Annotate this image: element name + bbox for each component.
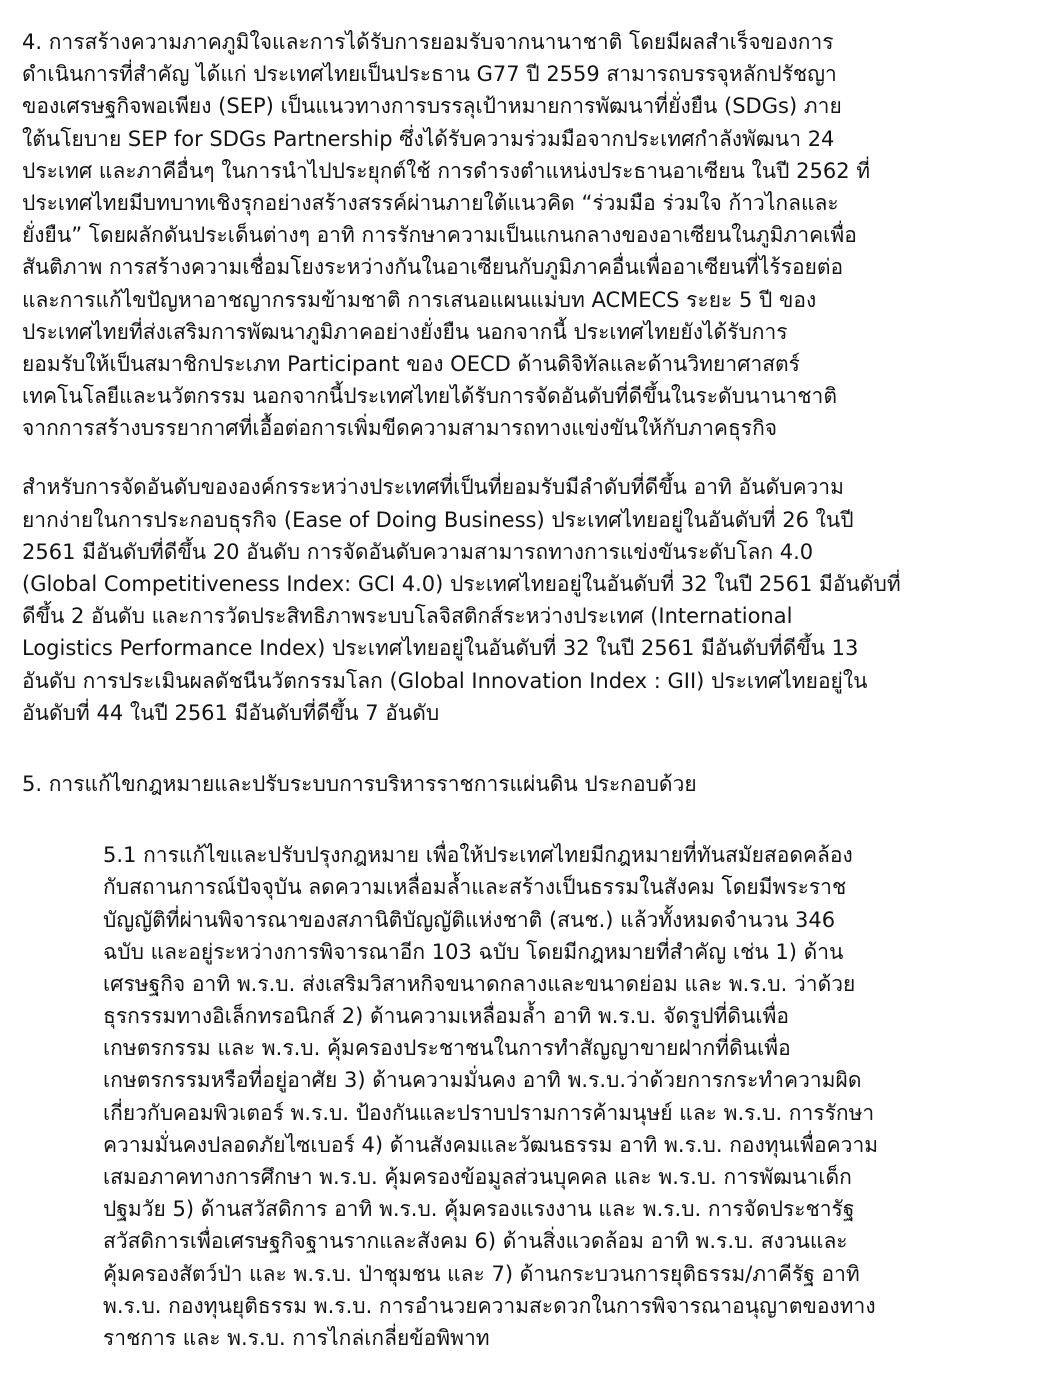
text-line: กับสถานการณ์ปัจจุบัน ลดความเหลื่อมล้ำและสร้างเป็นธรรมในสังคม โดยมีพระราช [103, 875, 847, 900]
text-line: ดีขึ้น 2 อันดับ และการวัดประสิทธิภาพระบบโลจิสติกส์ระหว่างประเทศ (International [22, 604, 793, 629]
text-line: ยากง่ายในการประกอบธุรกิจ (Ease of Doing Business) ประเทศไทยอยู่ในอันดับที่ 26 ในปี [22, 507, 854, 532]
text-line: เกษตรกรรมหรือที่อยู่อาศัย 3) ด้านความมั่นคง อาทิ พ.ร.บ.ว่าด้วยการกระทำความผิด [103, 1068, 862, 1093]
text-line: ความมั่นคงปลอดภัยไซเบอร์ 4) ด้านสังคมและวัฒนธรรม อาทิ พ.ร.บ. กองทุนเพื่อความ [103, 1132, 879, 1157]
text-line: ประเทศไทยที่ส่งเสริมการพัฒนาภูมิภาคอย่างยั่งยืน นอกจากนี้ ประเทศไทยยังได้รับการ [22, 319, 788, 344]
paragraph-4-national-pride [22, 26, 1022, 444]
text-line: เทคโนโลยีและนวัตกรรม นอกจากนี้ประเทศไทยได้รับการจัดอันดับที่ดีขึ้นในระดับนานาชาติ [22, 384, 837, 409]
text-line: ปฐมวัย 5) ด้านสวัสดิการ อาทิ พ.ร.บ. คุ้มครองแรงงาน และ พ.ร.บ. การจัดประชารัฐ [103, 1197, 855, 1222]
text-line: สวัสดิการเพื่อเศรษฐกิจฐานรากและสังคม 6) ด้านสิ่งแวดล้อม อาทิ พ.ร.บ. สงวนและ [103, 1229, 848, 1254]
text-line: เศรษฐกิจ อาทิ พ.ร.บ. ส่งเสริมวิสาหกิจขนาดกลางและขนาดย่อม และ พ.ร.บ. ว่าด้วย [103, 971, 856, 996]
document-page [22, 26, 1022, 1354]
paragraph-international-rankings [22, 471, 1022, 729]
text-line: สันติภาพ การสร้างความเชื่อมโยงระหว่างกันในอาเซียนกับภูมิภาคอื่นเพื่ออาเซียนที่ไร้รอยต่อ [22, 255, 844, 280]
text-line: 5. การแก้ไขกฎหมายและปรับระบบการบริหารราชการแผ่นดิน ประกอบด้วย [22, 771, 697, 796]
section-5-heading [22, 768, 1022, 800]
text-line: และการแก้ไขปัญหาอาชญากรรมข้ามชาติ การเสนอแผนแม่บท ACMECS ระยะ 5 ปี ของ [22, 287, 817, 312]
text-line: เกษตรกรรม และ พ.ร.บ. คุ้มครองประชาชนในการทำสัญญาขายฝากที่ดินเพื่อ [103, 1036, 791, 1061]
text-line: พ.ร.บ. กองทุนยุติธรรม พ.ร.บ. การอำนวยความสะดวกในการพิจารณาอนุญาตของทาง [103, 1293, 876, 1318]
text-line: จากการสร้างบรรยากาศที่เอื้อต่อการเพิ่มขีดความสามารถทางแข่งขันให้กับภาคธุรกิจ [22, 416, 778, 441]
text-line: 2561 มีอันดับที่ดีขึ้น 20 อันดับ การจัดอันดับความสามารถทางการแข่งขันระดับโลก 4.0 [22, 539, 814, 564]
paragraph-spacer [22, 800, 1022, 839]
text-line: (Global Competitiveness Index: GCI 4.0) ประเทศไทยอยู่ในอันดับที่ 32 ในปี 2561 มีอันดับที่ [22, 572, 901, 596]
text-line: ใต้นโยบาย SEP for SDGs Partnership ซึ่งได้รับความร่วมมือจากประเทศกำลังพัฒนา 24 [22, 126, 835, 151]
text-line: ของเศรษฐกิจพอเพียง (SEP) เป็นแนวทางการบรรลุเป้าหมายการพัฒนาที่ยั่งยืน (SDGs) ภาย [22, 94, 842, 119]
text-line: อันดับ การประเมินผลดัชนีนวัตกรรมโลก (Global Innovation Index : GII) ประเทศไทยอยู่ใน [22, 668, 868, 693]
text-line: ดำเนินการที่สำคัญ ได้แก่ ประเทศไทยเป็นประธาน G77 ปี 2559 สามารถบรรจุหลักปรัชญา [22, 62, 837, 87]
text-line: ธุรกรรมทางอิเล็กทรอนิกส์ 2) ด้านความเหลื่อมล้ำ อาทิ พ.ร.บ. จัดรูปที่ดินเพื่อ [103, 1004, 790, 1029]
text-line: อันดับที่ 44 ในปี 2561 มีอันดับที่ดีขึ้น 7 อันดับ [22, 700, 440, 725]
text-line: ยอมรับให้เป็นสมาชิกประเภท Participant ของ OECD ด้านดิจิทัลและด้านวิทยาศาสตร์ [22, 351, 800, 376]
subsection-5-1-law-reform [22, 839, 1022, 1354]
paragraph-spacer [22, 444, 1022, 471]
text-line: Logistics Performance Index) ประเทศไทยอยู่ในอันดับที่ 32 ในปี 2561 มีอันดับที่ดีขึ้น 13 [22, 636, 859, 661]
text-line: เสมอภาคทางการศึกษา พ.ร.บ. คุ้มครองข้อมูลส่วนบุคคล และ พ.ร.บ. การพัฒนาเด็ก [103, 1165, 852, 1189]
text-line: 4. การสร้างความภาคภูมิใจและการได้รับการยอมรับจากนานาชาติ โดยมีผลสำเร็จของการ [22, 30, 834, 54]
text-line: ประเทศ และภาคีอื่นๆ ในการนำไปประยุกต์ใช้ การดำรงตำแหน่งประธานอาเซียน ในปี 2562 ที่ [22, 158, 871, 183]
text-line: ประเทศไทยมีบทบาทเชิงรุกอย่างสร้างสรรค์ผ่านภายใต้แนวคิด “ร่วมมือ ร่วมใจ ก้าวไกลและ [22, 190, 839, 215]
text-line: คุ้มครองสัตว์ป่า และ พ.ร.บ. ป่าชุมชน และ 7) ด้านกระบวนการยุติธรรม/ภาคีรัฐ อาทิ [103, 1261, 860, 1286]
text-line: สำหรับการจัดอันดับขององค์กรระหว่างประเทศที่เป็นที่ยอมรับมีลำดับที่ดีขึ้น อาทิ อันดับความ [22, 475, 844, 500]
paragraph-spacer [22, 729, 1022, 768]
text-line: เกี่ยวกับคอมพิวเตอร์ พ.ร.บ. ป้องกันและปราบปรามการค้ามนุษย์ และ พ.ร.บ. การรักษา [103, 1100, 875, 1125]
text-line: ฉบับ และอยู่ระหว่างการพิจารณาอีก 103 ฉบับ โดยมีกฎหมายที่สำคัญ เช่น 1) ด้าน [103, 939, 844, 964]
text-line: บัญญัติที่ผ่านพิจารณาของสภานิติบัญญัติแห่งชาติ (สนช.) แล้วทั้งหมดจำนวน 346 [103, 907, 836, 932]
text-line: 5.1 การแก้ไขและปรับปรุงกฎหมาย เพื่อให้ประเทศไทยมีกฎหมายที่ทันสมัยสอดคล้อง [103, 843, 853, 868]
text-line: ราชการ และ พ.ร.บ. การไกล่เกลี่ยข้อพิพาท [103, 1325, 490, 1350]
text-line: ยั่งยืน” โดยผลักดันประเด็นต่างๆ อาทิ การรักษาความเป็นแกนกลางของอาเซียนในภูมิภาคเพื่อ [22, 223, 857, 248]
